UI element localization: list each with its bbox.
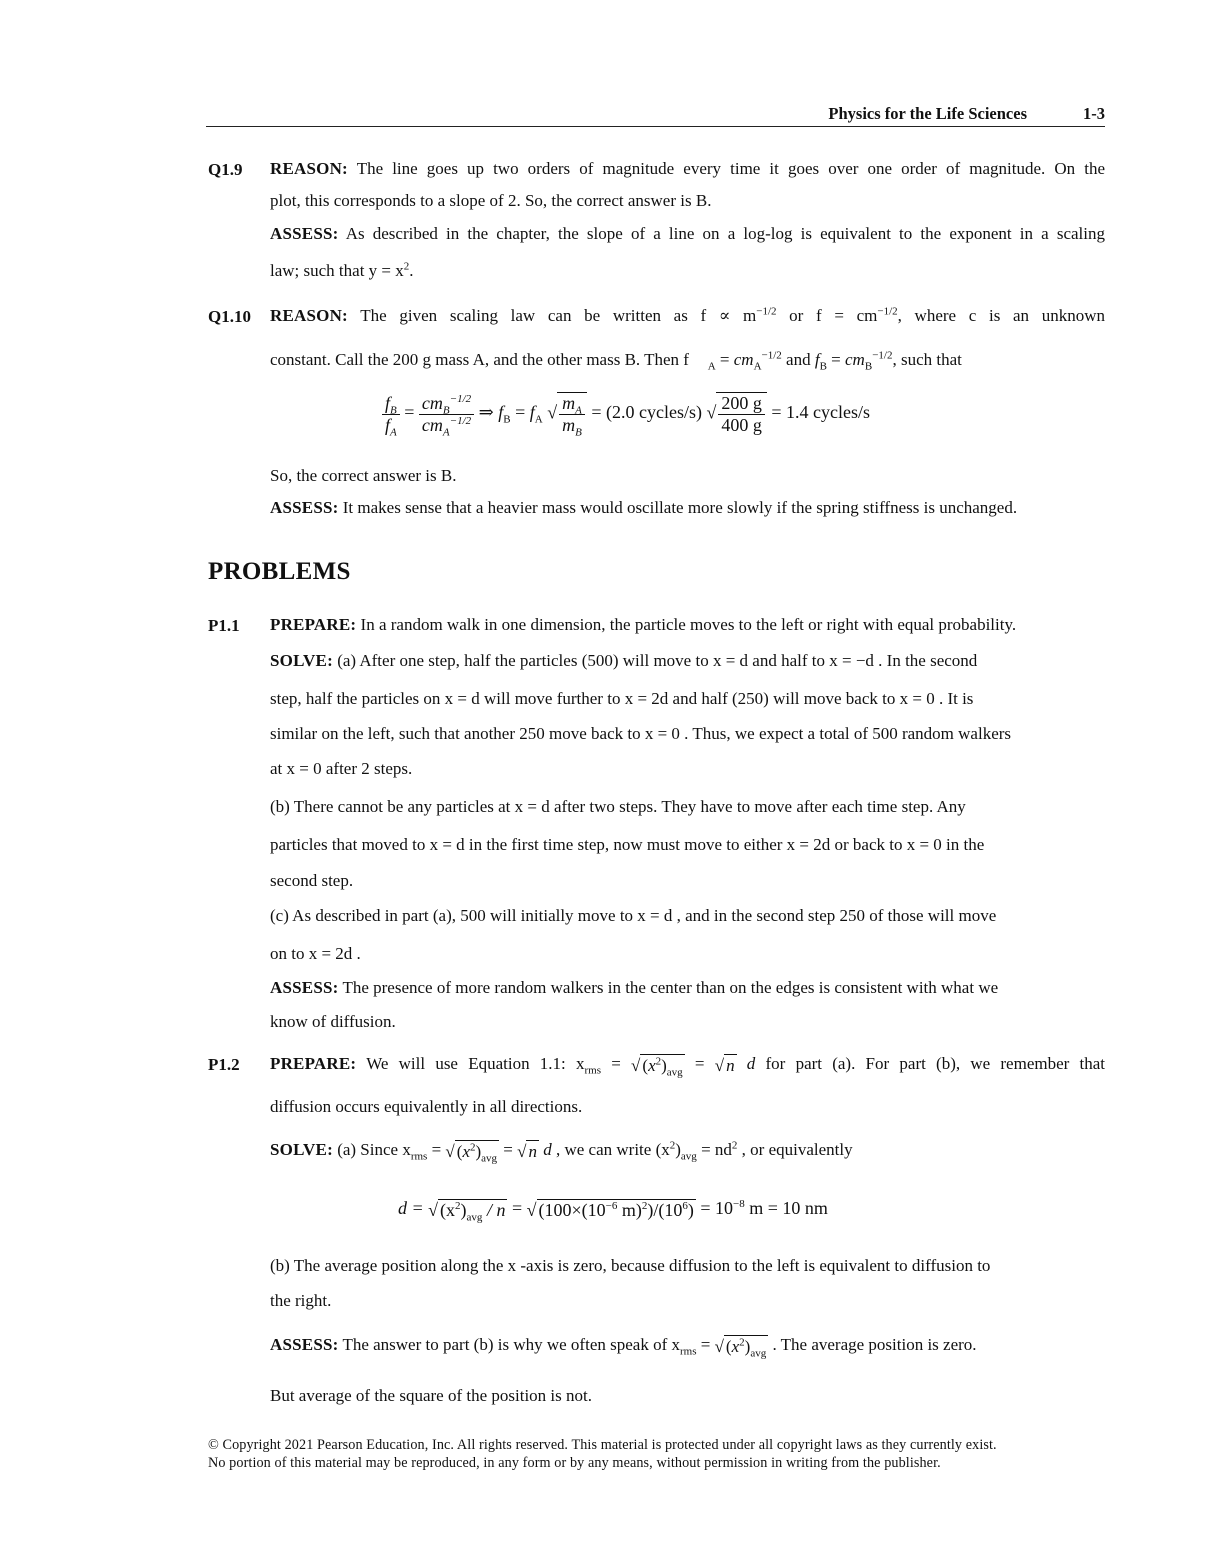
problem-label: P1.2 (208, 1055, 240, 1074)
subscript: rms (584, 1064, 601, 1077)
reason-text: , where c is an unknown (897, 306, 1105, 325)
assess-keyword: ASSESS: (270, 1335, 339, 1354)
exponent: −1/2 (877, 305, 898, 318)
eq-inner: (x (440, 1199, 456, 1220)
eq-equals: = (511, 1198, 523, 1218)
assess-line (270, 497, 1105, 519)
eq-result: = 10 (700, 1198, 734, 1218)
equation-frequency-ratio: $\frac{f_B}{f_A}$ = $\frac{cm_B^{-1/2}}{cm_A^{-1/2}}$ ⇒ $f_B = f_A$ √ $\frac{m_A}{m_B}$ = (2.0 cycles/s) √ $\frac{200 g}{400 g}$ = 1.4 cycles/s (382, 392, 870, 436)
assess-keyword: ASSESS: (270, 498, 339, 517)
exponent: 2 (403, 260, 410, 273)
reason-text: or f = cm (776, 306, 878, 325)
copyright-footer (208, 1436, 1105, 1472)
page-number: 1-3 (1083, 104, 1105, 123)
reason-line-2: plot, this corresponds to a slope of 2. So, the correct answer is B. (270, 191, 712, 210)
eq-m: m) (617, 1199, 642, 1220)
assess-line-2: know of diffusion. (270, 1012, 396, 1031)
subscript: rms (410, 1150, 428, 1163)
eq-big: 100×(10 (544, 1199, 606, 1220)
part-b-line-2: particles that moved to x = d in the first time step, now must move to either x = 2d or back to x = 0 in the (270, 835, 985, 854)
prepare-keyword: PREPARE: (270, 615, 357, 634)
implies-arrow: ⇒ (478, 402, 494, 423)
question-label: Q1.10 (208, 307, 251, 326)
frequency-result: = 1.4 cycles/s (771, 402, 870, 423)
fraction-mass-ratio: $\frac{cm_B^{-1/2}}{cm_A^{-1/2}}$ (419, 393, 474, 436)
eq-d: d = (398, 1198, 424, 1218)
prepare-text-2: for part (a). For part (b), we remember that (755, 1054, 1106, 1073)
question-label: Q1.9 (208, 160, 243, 179)
solve-line-2: step, half the particles on x = d will move further to x = 2d and half (250) will move back to x = 0 . It is (270, 689, 974, 708)
period: . (409, 261, 414, 280)
assess-keyword: ASSESS: (270, 978, 339, 997)
solve-text-2: , we can write (x (551, 1140, 670, 1159)
eq-close: ) (687, 1199, 694, 1220)
prepare-text: In a random walk in one dimension, the particle moves to the left or right with equal probability. (356, 615, 1017, 634)
eq-exp6: 6 (682, 1199, 688, 1212)
eq-exp: −6 (605, 1199, 618, 1212)
part-b-line-1: (b) There cannot be any particles at x = d after two steps. They have to move after each time step. Any (270, 797, 966, 816)
solve-text: (a) After one step, half the particles (500) will move to x = d and half to x = −d . In the second (332, 651, 978, 670)
solve-keyword: SOLVE: (270, 1140, 333, 1159)
mass-a: 200 g (718, 393, 765, 415)
reason-line-1 (270, 158, 1105, 180)
assess-text: It makes sense that a heavier mass would oscillate more slowly if the spring stiffness is unchanged. (338, 498, 1018, 517)
prepare-line (270, 614, 1105, 636)
eq-exp8: −8 (733, 1198, 745, 1210)
reason-text-rest (689, 365, 708, 366)
section-heading: PROBLEMS (208, 558, 351, 585)
part-b-line-2: the right. (270, 1291, 332, 1310)
frequency-value: = (2.0 cycles/s) (591, 402, 702, 423)
assess-line-2 (270, 260, 1105, 282)
subscript: rms (679, 1345, 697, 1358)
subscript-avg: avg (680, 1150, 697, 1163)
equation-step-size: d = √ $(x^2)_{avg}$ / n = √ ($100\times(10^{-6}$ $m)^2)/(10^6) = 10^{-8}$ m = 10 nm (398, 1198, 828, 1224)
assess-text: The answer to part (b) is why we often speak of x (338, 1335, 680, 1354)
fraction-fb-fa: $\frac{f_B}{f_A}$ (382, 393, 400, 436)
part-c-line-1: (c) As described in part (a), 500 will initially move to x = d , and in the second step 250 of those will move (270, 906, 997, 925)
footer-line-1: © Copyright 2021 Pearson Education, Inc. All rights reserved. This material is protected under all copyright laws as they currently exist. (208, 1437, 997, 1453)
reason-line-1 (270, 305, 1105, 327)
solve-text: (a) Since x (332, 1140, 411, 1159)
assess-line-1 (270, 223, 1105, 245)
solve-text-4: , or equivalently (737, 1140, 853, 1159)
prepare-text: We will use Equation 1.1: x (356, 1054, 585, 1073)
assess-keyword: ASSESS: (270, 224, 339, 243)
reason-text: constant. Call the 200 g mass A, and the other mass B. Then f (270, 350, 689, 369)
solve-text-3: = nd (696, 1140, 732, 1159)
solve-line-3: similar on the left, such that another 250 move back to x = 0 . Thus, we expect a total of 500 random walkers (270, 724, 1012, 743)
eq-n: / n (482, 1199, 506, 1220)
problem-label: P1.1 (208, 616, 240, 635)
eq-inner-close: ) (460, 1199, 467, 1220)
solve-line: SOLVE: (a) Since $x_{rms}$ = √ $(x^2)_{avg}$ = √ n d , we can write $(x^2)_{avg} = nd^2$ , or equivalently (270, 1139, 853, 1164)
solve-keyword: SOLVE: (270, 651, 333, 670)
mass-b: 400 g (721, 415, 762, 435)
part-b-line-1: (b) The average position along the x -axis is zero, because diffusion to the left is equivalent to diffusion to (270, 1256, 991, 1275)
assess-text: The presence of more random walkers in the center than on the edges is consistent with what we (338, 978, 999, 997)
assess-text-2: law; such that y = x (270, 261, 404, 280)
solve-line-4: at x = 0 after 2 steps. (270, 759, 413, 778)
answer-line: So, the correct answer is B. (270, 466, 457, 485)
prepare-keyword: PREPARE: (270, 1054, 357, 1073)
reason-line-2: constant. Call the 200 g mass A, and the other mass B. Then f $_A = cm_A^{-1/2}$ and $f_B = cm_B^{-1/2}$, such that (270, 349, 962, 373)
exponent: −1/2 (756, 305, 777, 318)
prepare-line-2: diffusion occurs equivalently in all directions. (270, 1097, 583, 1116)
solve-line-1 (270, 650, 1105, 672)
part-c-line-2: on to x = 2d . (270, 944, 361, 963)
eq-square: 2 (641, 1199, 648, 1212)
eq-div: )/(10 (647, 1199, 683, 1220)
paren: ) (675, 1140, 681, 1159)
sqrt-mass-values: √ $\frac{200 g}{400 g}$ (706, 392, 766, 436)
reason-keyword: REASON: (270, 159, 348, 178)
page-header (206, 104, 1105, 127)
assess-text: As described in the chapter, the slope of a line on a log-log is equivalent to the exponent in a scaling (338, 224, 1105, 243)
footer-line-2: No portion of this material may be reproduced, in any form or by any means, without permission in writing from the publisher. (208, 1455, 941, 1471)
prepare-line-1: PREPARE: We will use Equation 1.1: $x_{rms}$ = √ $(x^2)_{avg}$ = √ n d for part (a). For part (b), we remember that (270, 1054, 1106, 1078)
part-b-line-3: second step. (270, 871, 354, 890)
assess-line-2: But average of the square of the position is not. (270, 1386, 592, 1405)
sqrt-mass-ratio: √ $\frac{m_A}{m_B}$ (547, 392, 587, 436)
assess-line-1 (270, 977, 1105, 999)
assess-line-1: ASSESS: The answer to part (b) is why we often speak of $x_{rms}$ = √ $(x^2)_{avg}$ . The average position is zero. (270, 1335, 977, 1359)
reason-text: The line goes up two orders of magnitude every time it goes over one order of magnitude. On the (347, 159, 1105, 178)
eq-avg: avg (466, 1211, 483, 1224)
assess-text-2: . The average position is zero. (768, 1335, 977, 1354)
book-title: Physics for the Life Sciences (828, 104, 1027, 123)
eq-result-2: m = 10 nm (744, 1198, 828, 1218)
reason-keyword: REASON: (270, 306, 348, 325)
reason-text: The given scaling law can be written as f ∝ m (347, 306, 757, 325)
